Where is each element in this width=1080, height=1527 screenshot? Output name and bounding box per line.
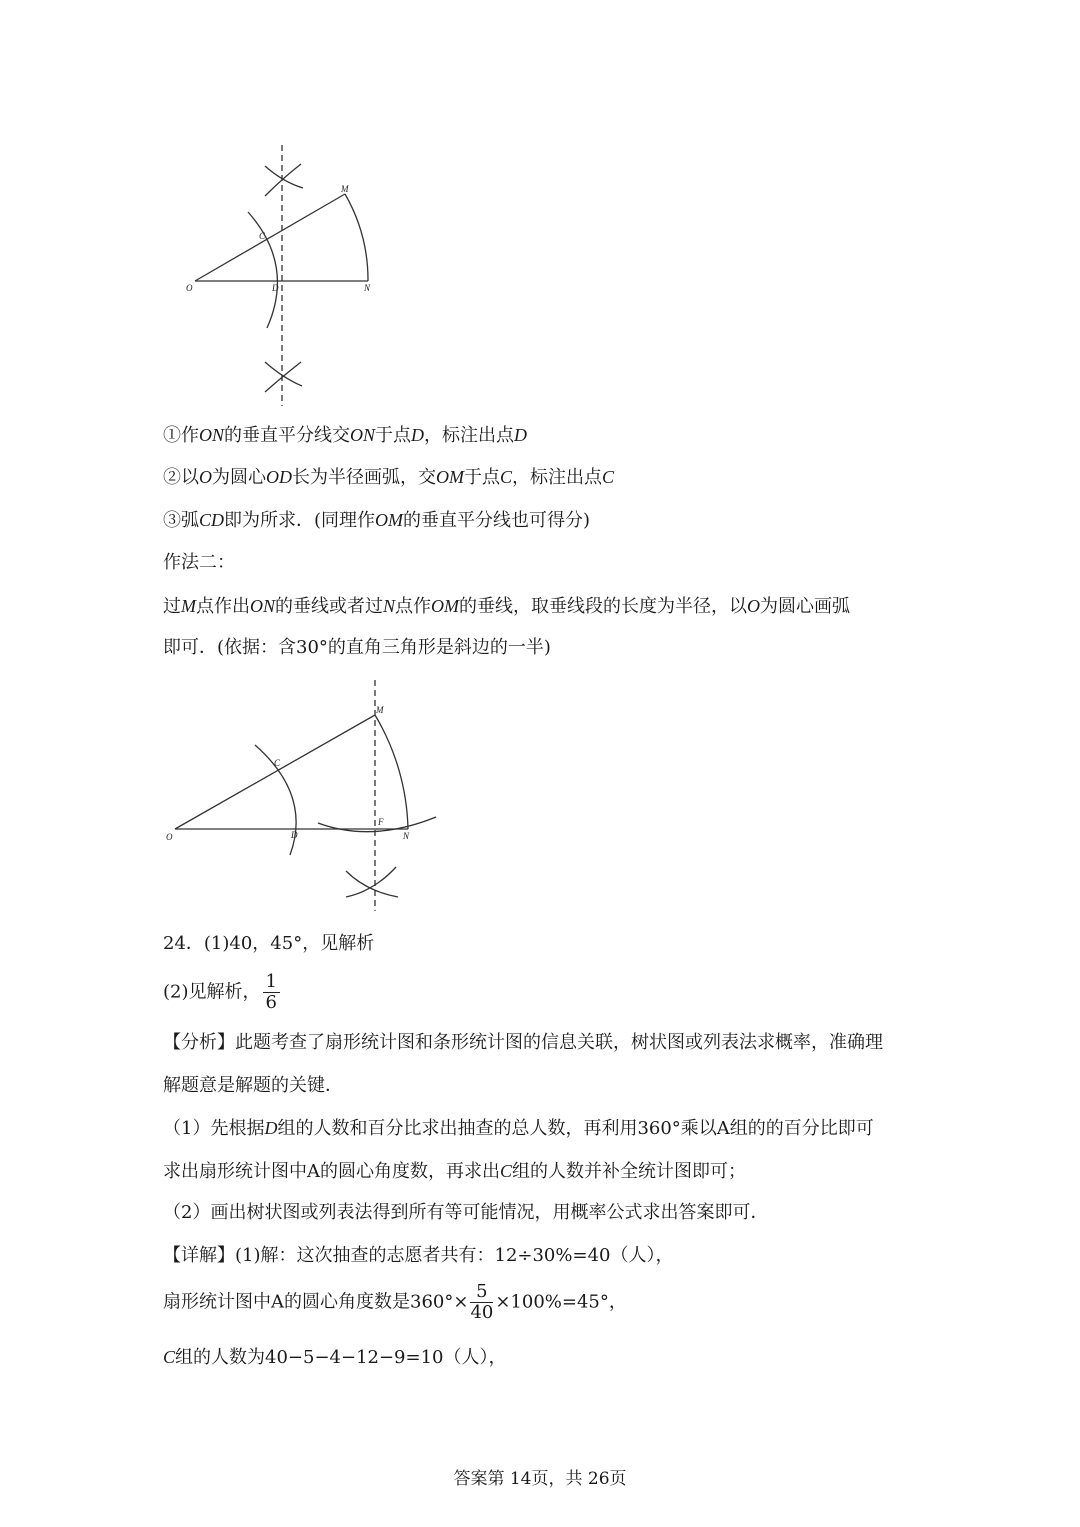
label-C: C (259, 231, 266, 241)
construction-figure-1 (175, 140, 395, 410)
label-F: F (378, 817, 384, 827)
method2-line1: 过M点作出ON的垂线或者过N点作OM的垂线，取垂线段的长度为半径，以O为圆心画弧 (163, 596, 851, 617)
construction-figure-2 (160, 675, 450, 915)
method2-heading: 作法二： (163, 552, 235, 573)
cross-arc-top-1 (265, 166, 303, 188)
method2-line2: 即可．(依据：含30°的直角三角形是斜边的一半) (163, 637, 551, 658)
method1-step1: ①作ON的垂直平分线交ON于点D，标注出点D (163, 425, 528, 446)
label-D: D (272, 283, 279, 293)
label-M: M (376, 705, 384, 715)
cross-arc-bottom-2 (346, 867, 396, 897)
q24-analysis-line2: 解题意是解题的关键． (163, 1075, 343, 1096)
q24-answer2: (2)见解析， $\frac{1}{6}$ (163, 972, 282, 1013)
q24-detail-line1: 【详解】(1)解：这次抽查的志愿者共有：12÷30%=40（人）， (163, 1245, 674, 1266)
label-M: M (341, 184, 349, 194)
method1-step3: ③弧CD即为所求．(同理作OM的垂直平分线也可得分) (163, 510, 591, 531)
arc-CD (248, 212, 277, 328)
q24-part1-line1: （1）先根据D组的人数和百分比求出抽查的总人数，再利用360°乘以A组的的百分比即可 (163, 1118, 874, 1139)
q24-part1-line2: 求出扇形统计图中A的圆心角度数，再求出C组的人数并补全统计图即可； (163, 1161, 747, 1182)
q24-detail-line2: 扇形统计图中A的圆心角度数是360°× $\frac{5}{40}$ ×100%=45°， (163, 1281, 627, 1323)
segment-OM (175, 715, 375, 829)
label-C: C (274, 758, 281, 768)
q24-analysis-line1: 【分析】此题考查了扇形统计图和条形统计图的信息关联，树状图或列表法求概率，准确理 (163, 1032, 883, 1053)
q24-part2: （2）画出树状图或列表法得到所有等可能情况，用概率公式求出答案即可． (163, 1202, 769, 1223)
label-N: N (403, 831, 410, 841)
label-D: D (291, 830, 298, 840)
label-N: N (364, 283, 371, 293)
q24-detail-line3: C组的人数为40−5−4−12−9=10（人）， (163, 1347, 507, 1368)
segment-OM (195, 194, 345, 281)
q24-answer1: 24．(1)40，45°，见解析 (163, 933, 375, 954)
fraction-one-sixth: $\frac{1}{6}$ (263, 972, 280, 1013)
cross-arc-bottom-1 (346, 871, 398, 897)
arc-MN (375, 715, 408, 829)
label-O: O (166, 832, 173, 842)
arc-MN (345, 194, 368, 281)
label-O: O (186, 283, 193, 293)
cross-arc-top-2 (265, 164, 301, 196)
method1-step2: ②以O为圆心OD长为半径画弧，交OM于点C，标注出点C (163, 467, 615, 488)
fraction-five-fortieths: $\frac{5}{40}$ (470, 1281, 494, 1323)
page-footer: 答案第 14页，共 26页 (453, 1469, 627, 1489)
